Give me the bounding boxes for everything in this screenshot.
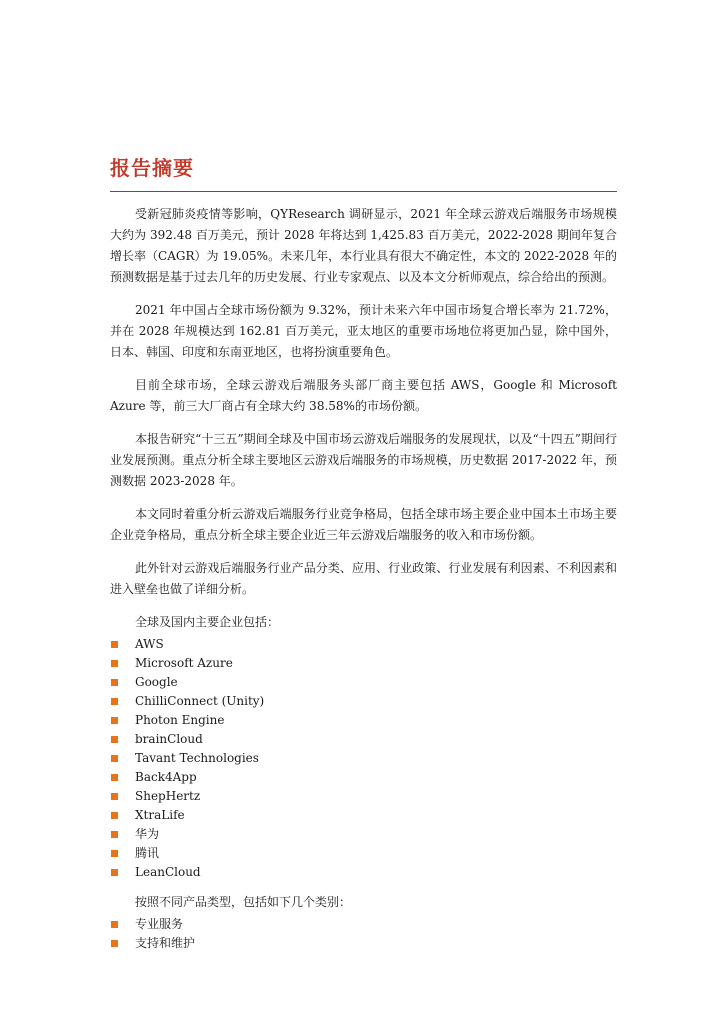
company-name: LeanCloud <box>135 865 201 879</box>
type-name: 专业服务 <box>135 917 184 931</box>
list-item <box>110 863 617 882</box>
bullet-icon <box>111 679 118 686</box>
company-name: Google <box>135 675 178 689</box>
company-name: 华为 <box>135 827 160 841</box>
bullet-icon <box>111 812 118 819</box>
list-item <box>110 844 617 863</box>
summary-body <box>110 204 617 963</box>
bullet-icon <box>111 641 118 648</box>
paragraph-china-share: 2021 年中国占全球市场份额为 9.32%，预计未来六年中国市场复合增长率为 21.72%，并在 2028 年规模达到 162.81 百万美元，亚太地区的重要市场地位将更加凸显，除中国外，日本、韩国、印度和东南亚地区，也将扮演重要角色。 <box>110 303 617 359</box>
list-item <box>110 711 617 730</box>
companies-list <box>110 635 617 882</box>
company-name: ChilliConnect (Unity) <box>135 694 265 708</box>
type-name: 支持和维护 <box>135 936 196 950</box>
list-item <box>110 730 617 749</box>
company-name: Photon Engine <box>135 713 225 727</box>
company-name: Microsoft Azure <box>135 656 233 670</box>
list-item <box>110 915 617 934</box>
bullet-icon <box>111 850 118 857</box>
list-item <box>110 934 617 953</box>
bullet-icon <box>111 869 118 876</box>
company-name: Tavant Technologies <box>135 751 259 765</box>
companies-intro: 全球及国内主要企业包括： <box>135 615 280 629</box>
list-item <box>110 825 617 844</box>
list-item <box>110 673 617 692</box>
title-divider <box>110 191 617 192</box>
company-name: AWS <box>135 637 164 651</box>
types-intro: 按照不同产品类型，包括如下几个类别： <box>135 895 352 909</box>
bullet-icon <box>111 793 118 800</box>
bullet-icon <box>111 755 118 762</box>
bullet-icon <box>111 940 118 947</box>
company-name: Back4App <box>135 770 197 784</box>
list-item <box>110 692 617 711</box>
bullet-icon <box>111 660 118 667</box>
paragraph-market-size: 受新冠肺炎疫情等影响，QYResearch 调研显示，2021 年全球云游戏后端服务市场规模大约为 392.48 百万美元，预计 2028 年将达到 1,425.83 百万美元，2022-2028 期间年复合增长率（CAGR）为 19.05%。未来几年，本行业具有很大不确定性，本文的 2022-2028 年的预测数据是基于过去几年的历史发展、行业专家观点、以及本文分析师观点，综合给出的预测。 <box>110 207 617 284</box>
list-item <box>110 635 617 654</box>
bullet-icon <box>111 698 118 705</box>
paragraph-research-scope: 本报告研究“十三五”期间全球及中国市场云游戏后端服务的发展现状，以及“十四五”期间行业发展预测。重点分析全球主要地区云游戏后端服务的市场规模，历史数据 2017-2022 年，预测数据 2023-2028 年。 <box>110 432 617 488</box>
paragraph-top-vendors: 目前全球市场，全球云游戏后端服务头部厂商主要包括 AWS，Google 和 Microsoft Azure 等，前三大厂商占有全球大约 38.58%的市场份额。 <box>110 378 617 413</box>
list-item <box>110 787 617 806</box>
company-name: brainCloud <box>135 732 203 746</box>
page-title: 报告摘要 <box>110 156 194 180</box>
list-item <box>110 749 617 768</box>
bullet-icon <box>111 774 118 781</box>
list-item <box>110 654 617 673</box>
paragraph-other-analysis: 此外针对云游戏后端服务行业产品分类、应用、行业政策、行业发展有利因素、不利因素和进入壁垒也做了详细分析。 <box>110 561 617 596</box>
paragraph-competition: 本文同时着重分析云游戏后端服务行业竞争格局，包括全球市场主要企业中国本土市场主要企业竞争格局，重点分析全球主要企业近三年云游戏后端服务的收入和市场份额。 <box>110 507 617 542</box>
company-name: XtraLife <box>135 808 185 822</box>
types-list <box>110 915 617 953</box>
bullet-icon <box>111 921 118 928</box>
bullet-icon <box>111 831 118 838</box>
list-item <box>110 768 617 787</box>
bullet-icon <box>111 736 118 743</box>
company-name: 腾讯 <box>135 846 160 860</box>
company-name: ShepHertz <box>135 789 201 803</box>
list-item <box>110 806 617 825</box>
bullet-icon <box>111 717 118 724</box>
